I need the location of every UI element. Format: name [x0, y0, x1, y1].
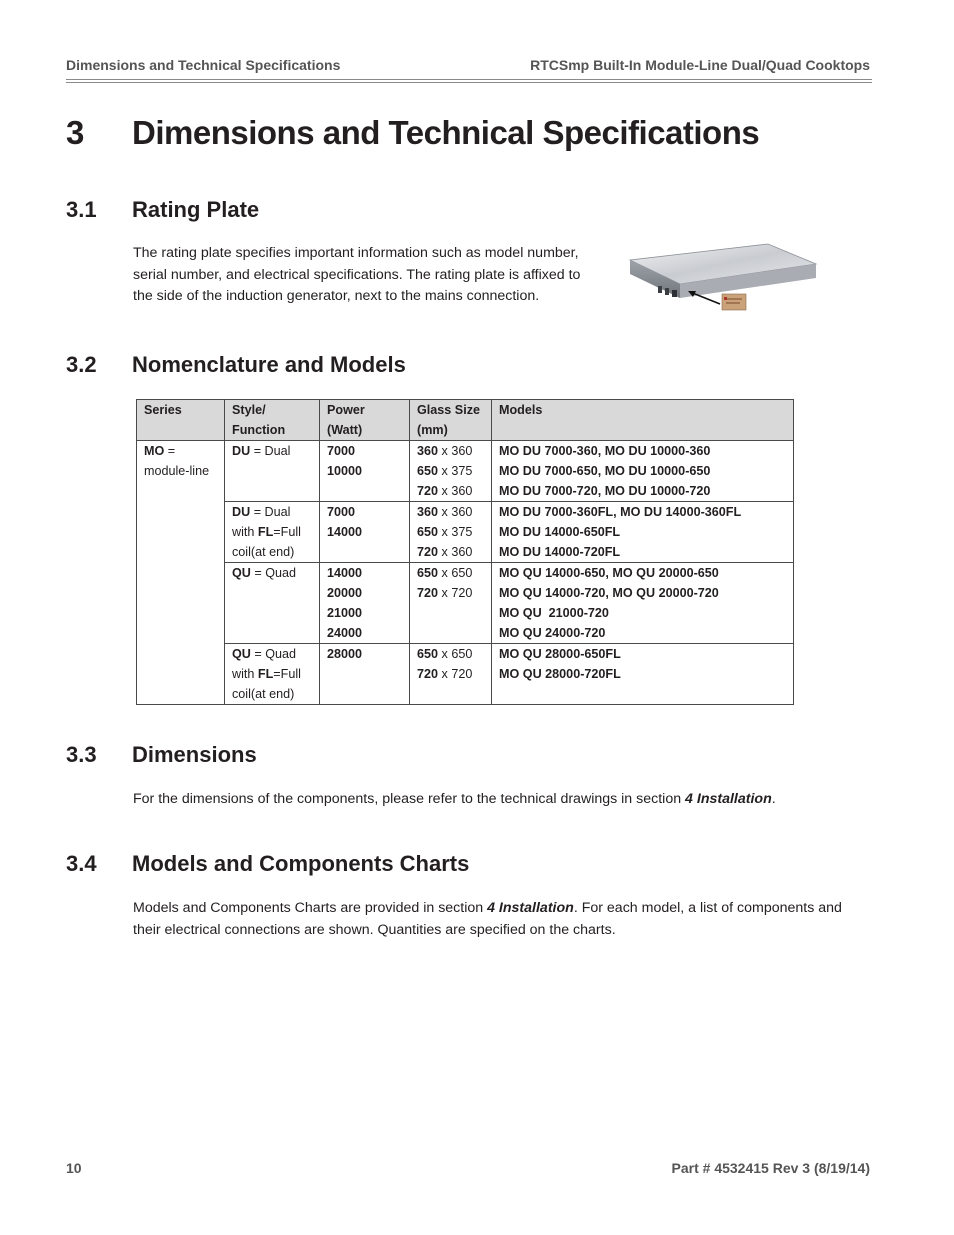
model-name: MO DU 7000-720, MO DU 10000-720 — [499, 484, 711, 498]
model-name: MO DU 7000-360, MO DU 10000-360 — [499, 444, 711, 458]
style-cell — [225, 502, 320, 563]
connector-icon — [665, 288, 669, 295]
connector-icon — [672, 290, 677, 297]
section-title: Models and Components Charts — [132, 851, 470, 876]
glass-size — [417, 502, 484, 522]
glass-sep: x — [438, 586, 452, 600]
section-number: 3.1 — [66, 197, 97, 222]
header-label: Power — [327, 403, 365, 417]
glass-width: 720 — [417, 545, 439, 559]
glass-width: 650 — [417, 566, 439, 580]
rating-plate-paragraph — [133, 243, 580, 308]
dimensions-paragraph — [133, 789, 776, 811]
glass-size — [417, 481, 484, 501]
header-models — [492, 400, 794, 441]
series-eq: = — [164, 444, 176, 458]
header-label: (mm) — [417, 423, 448, 437]
models-charts-paragraph — [133, 898, 842, 941]
header-series — [137, 400, 225, 441]
style-line — [232, 664, 312, 684]
paragraph-text: . For each model, a list of components and — [573, 900, 842, 916]
rating-plate-image — [628, 238, 818, 314]
model-name: MO QU 21000-720 — [499, 606, 609, 620]
model-name: MO QU 28000-650FL — [499, 647, 621, 661]
style-code: DU — [232, 505, 251, 519]
power-value: 7000 — [327, 505, 356, 519]
paragraph-line: their electrical connections are shown. Quantities are specified on the charts. — [133, 921, 616, 938]
style-fl-desc: =Full — [273, 667, 301, 681]
glass-depth: 375 — [451, 464, 473, 478]
models-cell — [492, 563, 794, 644]
header-label: Function — [232, 423, 286, 437]
style-line — [232, 502, 312, 522]
glass-width: 650 — [417, 647, 439, 661]
section-reference-link[interactable]: 4 Installation — [487, 900, 574, 916]
glass-sep: x — [438, 667, 452, 681]
series-code-line — [144, 441, 217, 461]
glass-depth: 650 — [451, 647, 473, 661]
glass-width: 720 — [417, 667, 439, 681]
glass-sep: x — [438, 525, 452, 539]
glass-sep: x — [438, 505, 452, 519]
model-name: MO DU 7000-360FL, MO DU 14000-360FL — [499, 505, 742, 519]
glass-size — [417, 583, 484, 603]
header-style — [225, 400, 320, 441]
style-line — [232, 563, 312, 583]
style-code: DU — [232, 444, 251, 458]
section-reference-link[interactable]: 4 Installation — [685, 791, 772, 807]
glass-width: 720 — [417, 586, 439, 600]
power-value: 14000 — [327, 566, 363, 580]
style-cell — [225, 441, 320, 502]
power-value: 14000 — [327, 525, 363, 539]
glass-depth: 360 — [451, 545, 473, 559]
style-coil: coil(at end) — [232, 687, 295, 701]
models-cell — [492, 502, 794, 563]
glass-sep: x — [438, 566, 452, 580]
glass-cell — [410, 563, 492, 644]
style-line — [232, 644, 312, 664]
glass-size — [417, 664, 484, 684]
power-cell — [320, 644, 410, 705]
glass-size — [417, 522, 484, 542]
style-with: with — [232, 525, 258, 539]
header-label: Models — [499, 403, 543, 417]
power-value: 10000 — [327, 464, 363, 478]
glass-sep: x — [438, 647, 452, 661]
style-desc: = Dual — [250, 505, 291, 519]
table-row — [137, 441, 794, 502]
power-cell — [320, 502, 410, 563]
chapter-title: Dimensions and Technical Specifications — [132, 114, 760, 151]
section-title: Rating Plate — [132, 197, 260, 222]
style-line — [232, 441, 312, 461]
glass-depth: 360 — [451, 444, 473, 458]
power-value: 20000 — [327, 586, 363, 600]
glass-size — [417, 563, 484, 583]
nomenclature-table — [136, 399, 794, 705]
paragraph-line: The rating plate specifies important information such as model number, — [133, 245, 579, 261]
glass-cell — [410, 644, 492, 705]
chapter-number: 3 — [66, 114, 84, 151]
glass-depth: 720 — [451, 667, 473, 681]
glass-width: 720 — [417, 484, 439, 498]
running-header-left: Dimensions and Technical Specifications — [66, 57, 341, 73]
section-number: 3.2 — [66, 352, 97, 377]
model-name: MO QU 28000-720FL — [499, 667, 621, 681]
table-header-row — [137, 400, 794, 441]
power-value: 28000 — [327, 647, 363, 661]
power-cell — [320, 563, 410, 644]
header-label: Glass Size — [417, 403, 481, 417]
power-value: 21000 — [327, 606, 363, 620]
glass-depth: 650 — [451, 566, 473, 580]
model-name: MO DU 14000-720FL — [499, 545, 621, 559]
running-header-right: RTCSmp Built-In Module-Line Dual/Quad Cooktops — [530, 57, 870, 73]
style-desc: = Quad — [250, 566, 297, 580]
table-row — [137, 563, 794, 644]
glass-depth: 360 — [451, 484, 473, 498]
style-with: with — [232, 667, 258, 681]
rating-plate-label — [722, 294, 746, 310]
section-title: Dimensions — [132, 742, 257, 767]
paragraph-text: . — [771, 791, 776, 807]
paragraph-text: For the dimensions of the components, please refer to the technical drawings in section — [133, 791, 686, 807]
glass-cell — [410, 502, 492, 563]
series-code: MO — [144, 444, 165, 458]
table-row — [137, 644, 794, 705]
glass-sep: x — [438, 444, 452, 458]
paragraph-line: the side of the induction generator, next to the mains connection. — [133, 288, 540, 304]
model-name: MO DU 7000-650, MO DU 10000-650 — [499, 464, 711, 478]
label-mark — [724, 297, 727, 300]
header-label: Style/ — [232, 403, 266, 417]
section-title: Nomenclature and Models — [132, 352, 406, 377]
series-cell — [137, 441, 225, 705]
style-line — [232, 522, 312, 542]
glass-sep: x — [438, 484, 452, 498]
glass-width: 360 — [417, 505, 439, 519]
style-fl: FL — [257, 667, 274, 681]
glass-width: 650 — [417, 525, 439, 539]
header-rule-bottom — [66, 82, 872, 83]
style-coil: coil(at end) — [232, 545, 295, 559]
models-cell — [492, 644, 794, 705]
model-name: MO QU 14000-650, MO QU 20000-650 — [499, 566, 719, 580]
style-fl-desc: =Full — [273, 525, 301, 539]
style-fl: FL — [257, 525, 274, 539]
series-description: module-line — [144, 464, 210, 478]
glass-cell — [410, 441, 492, 502]
models-cell — [492, 441, 794, 502]
style-cell — [225, 563, 320, 644]
style-desc: = Dual — [250, 444, 291, 458]
glass-sep: x — [438, 464, 452, 478]
style-cell — [225, 644, 320, 705]
header-rule-top — [66, 79, 872, 80]
model-name: MO QU 24000-720 — [499, 626, 606, 640]
power-value: 24000 — [327, 626, 363, 640]
style-code: QU — [232, 566, 251, 580]
table-row — [137, 502, 794, 563]
power-value: 7000 — [327, 444, 356, 458]
style-desc: = Quad — [250, 647, 297, 661]
glass-size — [417, 461, 484, 481]
model-name: MO QU 14000-720, MO QU 20000-720 — [499, 586, 719, 600]
part-number: Part # 4532415 Rev 3 (8/19/14) — [671, 1160, 870, 1176]
model-name: MO DU 14000-650FL — [499, 525, 621, 539]
paragraph-line: serial number, and electrical specifications. The rating plate is affixed to — [133, 266, 581, 283]
header-label: (Watt) — [327, 423, 363, 437]
glass-depth: 375 — [451, 525, 473, 539]
glass-depth: 720 — [451, 586, 473, 600]
glass-width: 650 — [417, 464, 439, 478]
glass-size — [417, 542, 484, 562]
section-number: 3.3 — [66, 742, 97, 767]
glass-size — [417, 441, 484, 461]
connector-icon — [658, 286, 662, 293]
glass-size — [417, 644, 484, 664]
paragraph-text: Models and Components Charts are provided in section — [133, 900, 488, 916]
power-cell — [320, 441, 410, 502]
header-glass-size — [410, 400, 492, 441]
header-power — [320, 400, 410, 441]
paragraph-line — [133, 898, 842, 920]
glass-depth: 360 — [451, 505, 473, 519]
header-label: Series — [144, 403, 182, 417]
style-code: QU — [232, 647, 251, 661]
page-number: 10 — [66, 1160, 82, 1176]
glass-sep: x — [438, 545, 452, 559]
section-number: 3.4 — [66, 851, 97, 876]
glass-width: 360 — [417, 444, 439, 458]
